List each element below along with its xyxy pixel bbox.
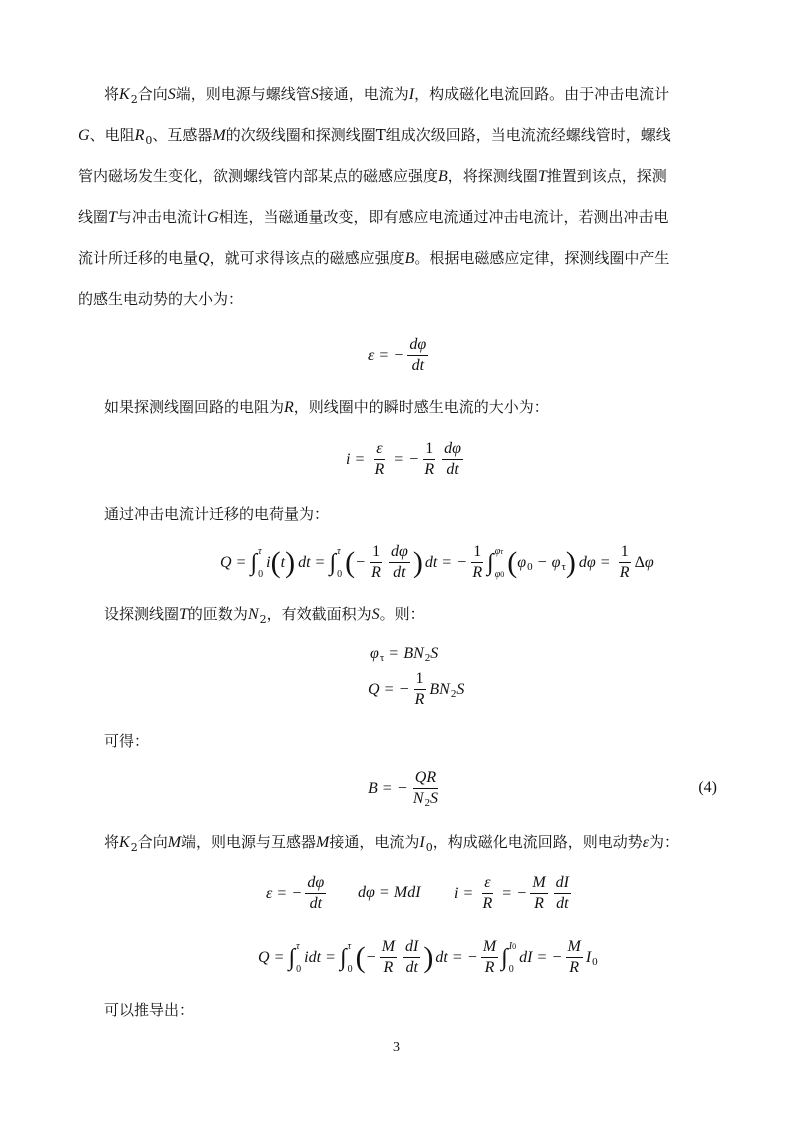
paragraph-line: 线圈T与冲击电流计G相连，当磁通量改变，即有感应电流通过冲击电流计，若测出冲击电 <box>78 208 669 226</box>
equation-flux: φ τ = BN 2 S <box>370 645 439 664</box>
equation-mutual-charge: Q = ∫ τ 0 idt = ∫ τ 0 ( − $\frac{M}{R}$ $\frac{dI}{dt}$ ) dt = − $\frac{M}{R}$ ∫ I0 0 dI = − $\frac{M}{R}$ I 0 <box>258 938 598 976</box>
equation-dphi: dφ = MdI <box>358 884 421 901</box>
paragraph-line: 可以推导出： <box>104 1001 195 1019</box>
paragraph-line: 将$K_2$合向S端，则电源与螺线管S接通，电流为I，构成磁化电流回路。由于冲击电流计 <box>104 85 670 106</box>
equation-mutual-current: i = $\frac{\varepsilon}{R}$ = − $\frac{M}{R}$ $\frac{dI}{dt}$ <box>454 874 569 912</box>
paragraph-line: 可得： <box>104 732 150 750</box>
equation-charge-flux: Q = − $\frac{1}{R}$ BN 2 S <box>368 670 465 708</box>
paragraph-line: 管内磁场发生变化，欲测螺线管内部某点的磁感应强度B，将探测线圈T推置到该点，探测 <box>78 167 667 185</box>
paragraph-line: 的感生电动势的大小为： <box>78 290 244 308</box>
paragraph-line: 设探测线圈T的匝数为$N_2$，有效截面积为S。则： <box>104 605 425 626</box>
equation-charge-integral: Q = ∫ τ 0 i ( t ) dt = ∫ τ 0 ( − $\frac{1}{R}$ $\frac{d\varphi}{dt}$ ) dt = − $\frac{1}{R}$ ∫ φτ φ0 ( φ 0 − φ τ ) dφ = $\frac{1}{R}$ Δ φ <box>220 543 654 581</box>
page-number: 3 <box>393 1040 400 1055</box>
paragraph-line: 将$K_2$合向M端，则电源与互感器M接通，电流为$I_0$，构成磁化电流回路，则电动势ε为： <box>104 833 680 854</box>
paragraph-line: 通过冲击电流计迁移的电荷量为： <box>104 505 330 523</box>
paragraph-line: 流计所迁移的电量Q，就可求得该点的磁感应强度B。根据电磁感应定律，探测线圈中产生 <box>78 249 670 267</box>
equation-emf: ε = − $\frac{d\varphi}{dt}$ <box>368 336 427 374</box>
paragraph-line: G、电阻$R_0$、互感器M的次级线圈和探测线圈T组成次级回路，当电流流经螺线管时，螺线 <box>78 126 671 147</box>
equation-current: i = $\frac{\varepsilon}{R}$ = − $\frac{1}{R}$ $\frac{d\varphi}{dt}$ <box>346 440 461 478</box>
paragraph-line: 如果探测线圈回路的电阻为R，则线圈中的瞬时感生电流的大小为： <box>104 398 549 416</box>
equation-mutual-emf: ε = − $\frac{d\varphi}{dt}$ <box>266 874 325 912</box>
equation-number: (4) <box>698 779 717 796</box>
equation-b-field: B = − $\frac{QR}{N2S}$ <box>368 769 439 809</box>
